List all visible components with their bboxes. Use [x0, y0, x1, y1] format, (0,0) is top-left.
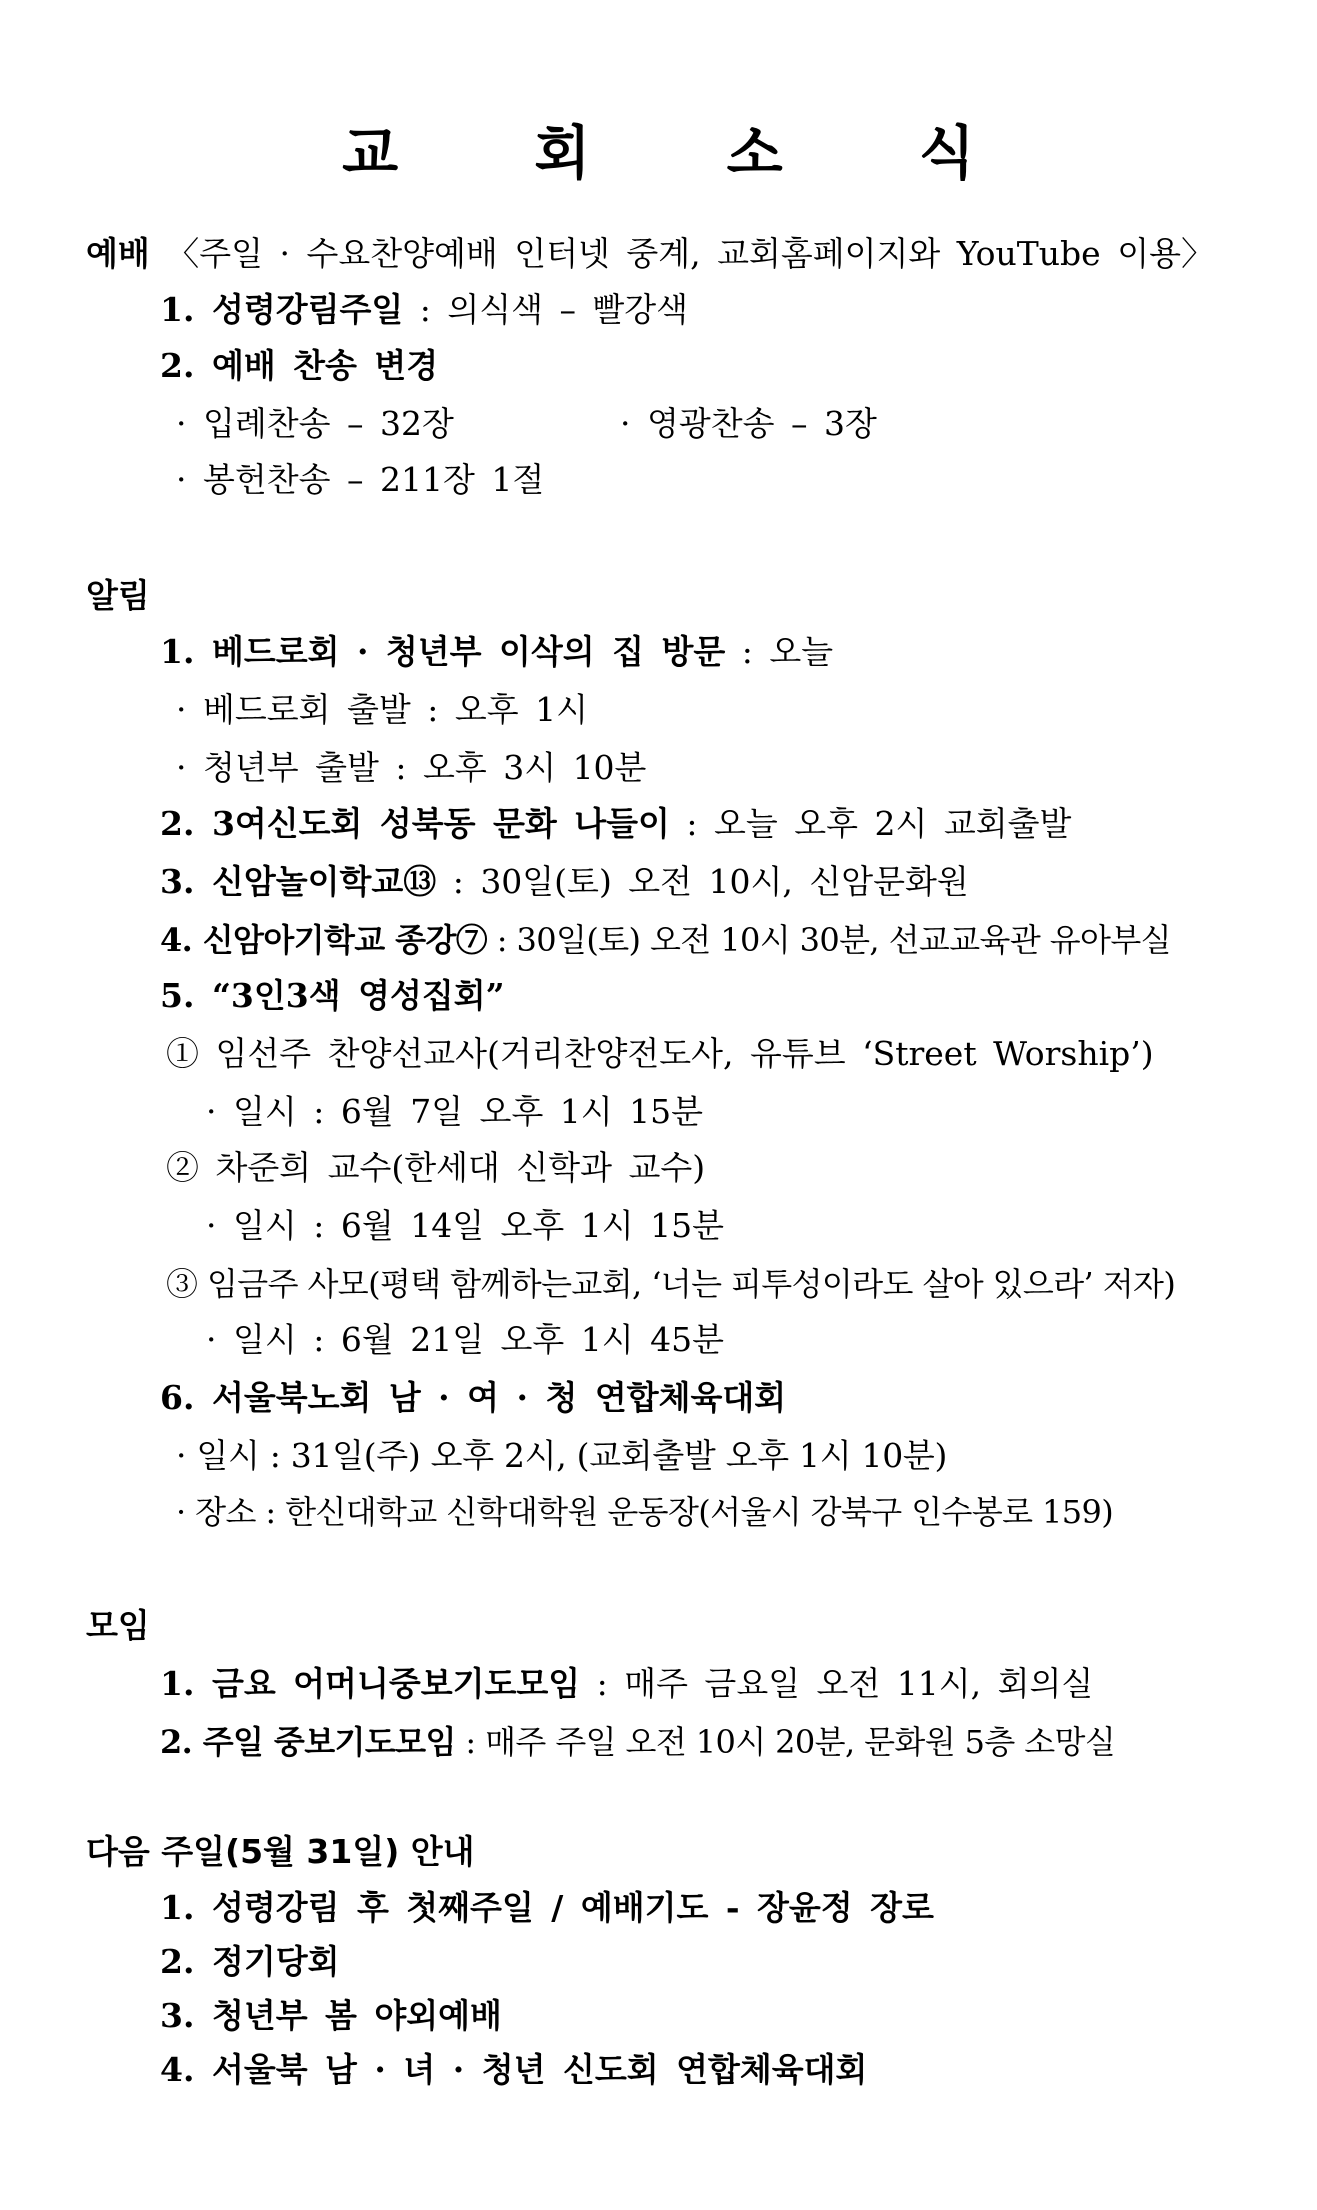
worship-note: 〈주일 · 수요찬양예배 인터넷 중계, 교회홈페이지와 YouTube 이용〉 [166, 234, 1214, 273]
hymn-offering: · 봉헌찬송 – 211장 1절 [176, 460, 545, 499]
worship-item-2-label: 2. 예배 찬송 변경 [160, 346, 439, 385]
notice-2-value: : 오늘 오후 2시 교회출발 [669, 804, 1072, 843]
notice-2-label: 2. 3여신도회 성북동 문화 나들이 [160, 804, 670, 843]
next-sunday-item-3: 3. 청년부 봄 야외예배 [160, 1996, 502, 2035]
meeting-1-value: : 매주 금요일 오전 11시, 회의실 [580, 1664, 1094, 1703]
hymn-glory: · 영광찬송 – 3장 [620, 404, 877, 443]
notice-6-time: · 일시 : 31일(주) 오후 2시, (교회출발 오후 1시 10분) [176, 1436, 948, 1475]
notice-5-label: 5. “3인3색 영성집회” [160, 976, 505, 1015]
notice-3 [160, 860, 969, 904]
worship-heading: 예배 [86, 234, 150, 273]
worship-item-1-value: : 의식색 – 빨강색 [403, 290, 689, 329]
meeting-1-label: 1. 금요 어머니중보기도모임 [160, 1664, 581, 1703]
meeting-2 [160, 1720, 1115, 1764]
worship-item-1 [160, 288, 688, 332]
notice-5-speaker-2: ② 차준희 교수(한세대 신학과 교수) [166, 1148, 706, 1187]
meetings-heading: 모임 [86, 1606, 150, 1645]
hymn-entrance: · 입례찬송 – 32장 [176, 404, 454, 443]
worship-section-line [86, 232, 1214, 276]
notice-1 [160, 630, 833, 674]
worship-item-1-label: 1. 성령강림주일 [160, 290, 404, 329]
meeting-1 [160, 1662, 1093, 1706]
notice-1-youth-departure: · 청년부 출발 : 오후 3시 10분 [176, 748, 647, 787]
notice-4-label: 4. 신암아기학교 종강⑦ [160, 921, 488, 959]
notice-3-value: : 30일(토) 오전 10시, 신암문화원 [436, 862, 969, 901]
notice-5-speaker-2-time: · 일시 : 6월 14일 오후 1시 15분 [206, 1206, 725, 1245]
notice-1-value: : 오늘 [725, 632, 834, 671]
next-sunday-item-4: 4. 서울북 남 · 녀 · 청년 신도회 연합체육대회 [160, 2050, 868, 2089]
notice-6-place: · 장소 : 한신대학교 신학대학원 운동장(서울시 강북구 인수봉로 159) [176, 1493, 1114, 1531]
next-sunday-item-1: 1. 성령강림 후 첫째주일 / 예배기도 - 장윤정 장로 [160, 1888, 934, 1927]
next-sunday-heading: 다음 주일(5월 31일) 안내 [86, 1832, 475, 1871]
notice-1-peter-departure: · 베드로회 출발 : 오후 1시 [176, 690, 588, 729]
notices-heading: 알림 [86, 576, 150, 615]
notice-2 [160, 802, 1071, 846]
notice-4-value: : 30일(토) 오전 10시 30분, 선교교육관 유아부실 [487, 921, 1171, 959]
notice-4 [160, 918, 1171, 962]
next-sunday-item-2: 2. 정기당회 [160, 1942, 340, 1981]
page-title: 교 회 소 식 [342, 119, 1033, 187]
notice-5-speaker-3-time: · 일시 : 6월 21일 오후 1시 45분 [206, 1320, 725, 1359]
notice-3-label: 3. 신암놀이학교⑬ [160, 862, 437, 901]
meeting-2-value: : 매주 주일 오전 10시 20분, 문화원 5층 소망실 [455, 1723, 1116, 1761]
notice-1-label: 1. 베드로회 · 청년부 이삭의 집 방문 [160, 632, 726, 671]
meeting-2-label: 2. 주일 중보기도모임 [160, 1723, 456, 1761]
notice-5-speaker-3: ③ 임금주 사모(평택 함께하는교회, ‘너는 피투성이라도 살아 있으라’ 저자) [166, 1265, 1176, 1303]
notice-5-speaker-1: ① 임선주 찬양선교사(거리찬양전도사, 유튜브 ‘Street Worship’) [166, 1034, 1154, 1073]
notice-6-label: 6. 서울북노회 남 · 여 · 청 연합체육대회 [160, 1378, 787, 1417]
notice-5-speaker-1-time: · 일시 : 6월 7일 오후 1시 15분 [206, 1092, 704, 1131]
